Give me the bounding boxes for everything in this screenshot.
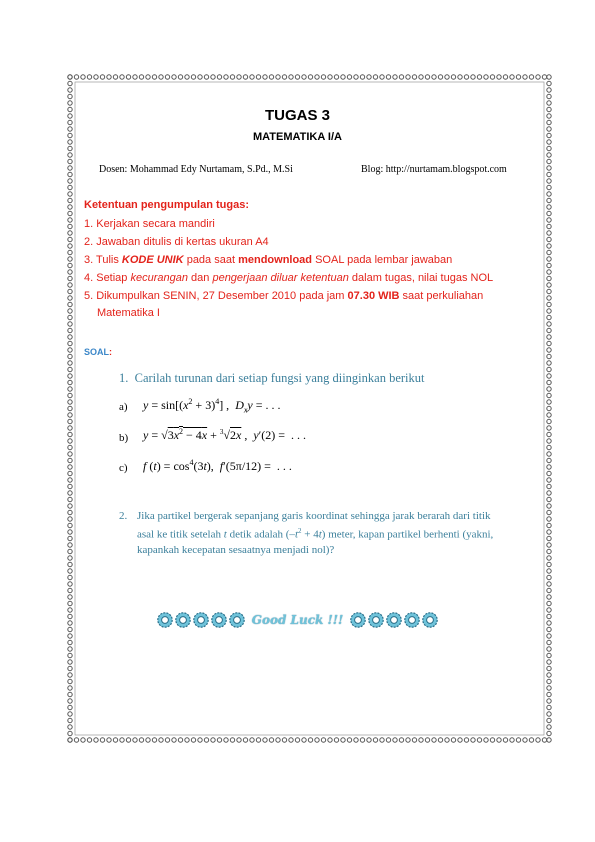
lecturer-name: Dosen: Mohammad Edy Nurtamam, S.Pd., M.Si xyxy=(99,164,293,175)
question-2-line-3: kapankah kecepatan sesaatnya menjadi nol)? xyxy=(137,544,335,556)
rule-3: 3. Tulis KODE UNIK pada saat mendownload SOAL pada lembar jawaban xyxy=(84,254,453,266)
sub-label-c: c) xyxy=(119,462,128,474)
formula-c: f $(t) = \cos^4(3t)$, f′(5π/12) = . . . xyxy=(143,458,292,473)
sub-label-b: b) xyxy=(119,432,129,444)
soal-label: SOAL: xyxy=(84,347,113,357)
flower-icon xyxy=(368,612,384,628)
rule-2: 2. Jawaban ditulis di kertas ukuran A4 xyxy=(84,236,269,248)
rule-1: 1. Kerjakan secara mandiri xyxy=(84,218,215,230)
flower-icon xyxy=(422,612,438,628)
question-2-number: 2. xyxy=(119,510,128,522)
question-2-line-2: asal ke titik setelah t detik adalah $(-t^2 + 4t)$ meter, kapan partikel berhenti (yakni, xyxy=(137,527,494,541)
sub-label-a: a) xyxy=(119,401,128,413)
formula-b: $y = √3x^2 - 4x + ^3√2x$ , y′(2) = . . . xyxy=(143,427,307,442)
rule-5: 5. Dikumpulkan SENIN, 27 Desember 2010 pada jam 07.30 WIB saat perkuliahan xyxy=(84,290,484,302)
flower-icon xyxy=(229,612,245,628)
flower-icon xyxy=(211,612,227,628)
flower-icon xyxy=(404,612,420,628)
flower-icon xyxy=(386,612,402,628)
question-1: 1. Carilah turunan dari setiap fungsi yang diinginkan berikut xyxy=(119,371,425,385)
flower-icon xyxy=(193,612,209,628)
page-title: TUGAS 3 xyxy=(264,107,330,124)
rule-4: 4. Setiap kecurangan dan pengerjaan diluar ketentuan dalam tugas, nilai tugas NOL xyxy=(84,272,494,284)
formula-a: $y = \sin[(x^2 + 3)^4]$ , $D_xy$ = . . . xyxy=(143,397,281,415)
good-luck-banner xyxy=(0,611,595,629)
blog-url: Blog: http://nurtamam.blogspot.com xyxy=(361,164,507,175)
question-2-line-1: Jika partikel bergerak sepanjang garis koordinat sehingga jarak berarah dari titik xyxy=(137,510,491,522)
flower-icon xyxy=(175,612,191,628)
flower-icon xyxy=(350,612,366,628)
rule-5-continued: Matematika I xyxy=(97,307,160,319)
good-luck-text: Good Luck !!! xyxy=(251,612,344,627)
flower-icon xyxy=(157,612,173,628)
page-subtitle: MATEMATIKA I/A xyxy=(252,131,342,143)
rules-heading: Ketentuan pengumpulan tugas: xyxy=(84,199,249,211)
